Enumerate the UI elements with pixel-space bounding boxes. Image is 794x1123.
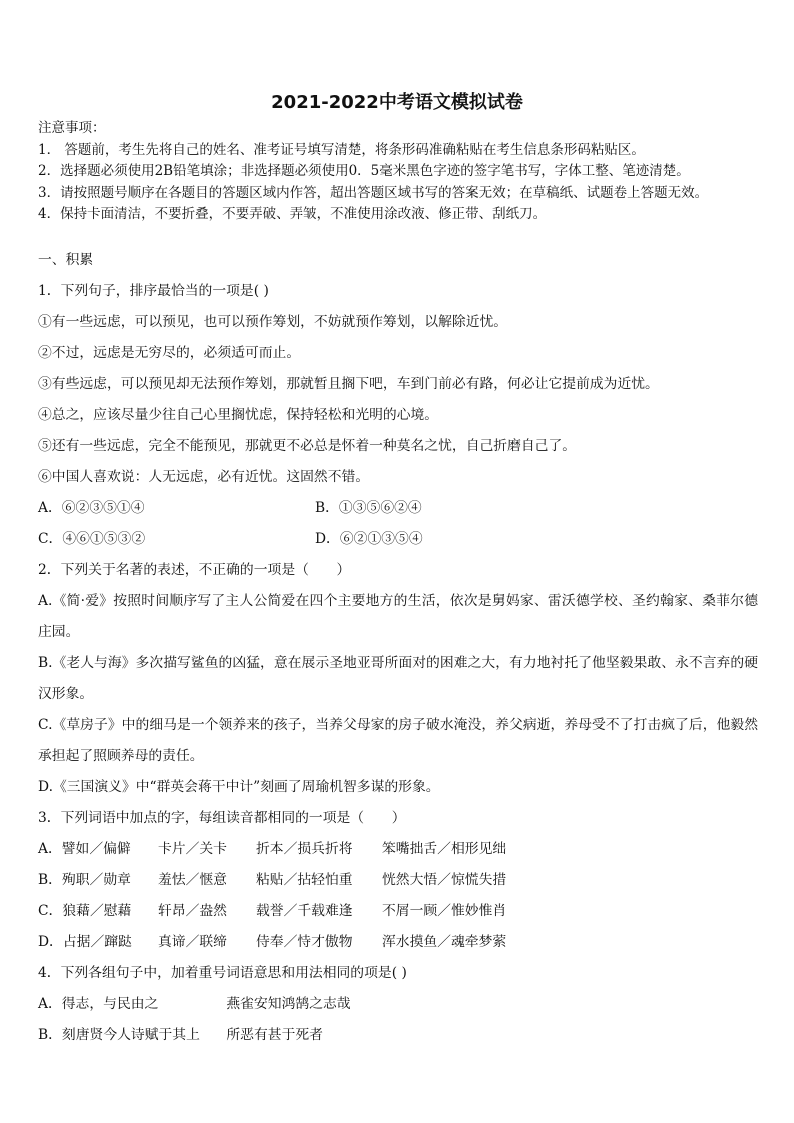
page-title: 2021-2022中考语文模拟试卷 [271,92,523,113]
q3-word: 折本／损兵折将 [256,841,353,857]
q3-option-row [38,896,758,927]
q1-sentence: ⑤还有一些远虑，完全不能预见，那就更不必总是怀着一种莫名之忧，自己折磨自己了。 [38,438,577,454]
q4-sentence: A．得志，与民由之 [38,996,159,1012]
q4-sentence: 所恶有甚于死者 [226,1027,323,1043]
q1-sentence: ③有些远虑，可以预见却无法预作筹划，那就暂且搁下吧，车到门前必有路，何必让它提前成为近忧。 [38,376,659,392]
q3-option-row [38,927,758,958]
q3-word: 粘贴／拈轻怕重 [256,872,353,888]
q4-option-row [38,1020,758,1051]
section-heading: 一、积累 [38,252,94,268]
q1-option-d: D．⑥②①③⑤④ [315,531,423,547]
notice-item: 1． 答题前，考生先将自己的姓名、准考证号填写清楚，将条形码准确粘贴在考生信息条形码粘贴区。 [38,141,645,158]
q1-options-row [38,524,758,555]
q2-option-d: D.《三国演义》中“群英会蒋干中计”刻画了周瑜机智多谋的形象。 [38,779,440,795]
q3-option-row [38,865,758,896]
question-body [38,245,758,1051]
q1-option-c: C．④⑥①⑤③② [38,531,146,547]
q1-stem: 1．下列句子，排序最恰当的一项是( ) [38,283,269,299]
q3-word: 浑水摸鱼／魂牵梦萦 [382,934,507,950]
q3-word: 载誉／千载难逢 [256,903,353,919]
q2-stem: 2．下列关于名著的表述，不正确的一项是（ ） [38,562,351,578]
q2-option-c: C.《草房子》中的细马是一个领养来的孩子，当养父母家的房子破水淹没，养父病逝，养母受不了打击疯了后，他毅然承担起了照顾养母的责任。 [38,717,758,764]
q3-word: 笨嘴拙舌／相形见绌 [382,841,507,857]
q4-sentence: B．刻唐贤今人诗赋于其上 [38,1027,200,1043]
q1-option-a: A．⑥②③⑤①④ [38,500,145,516]
q3-word: 恍然大悟／惊慌失措 [382,872,507,888]
notice-block [38,118,768,226]
q3-word: 羞怯／惬意 [158,872,227,888]
q3-word: 轩昂／盎然 [158,903,227,919]
q1-options-row [38,493,758,524]
q4-sentence: 燕雀安知鸿鹄之志哉 [226,996,351,1012]
notice-item: 2．选择题必须使用2B铅笔填涂；非选择题必须使用0．5毫米黑色字迹的签字笔书写，字体工整、笔迹清楚。 [38,163,690,179]
q1-sentence: ⑥中国人喜欢说：人无远虑，必有近忧。这固然不错。 [38,469,370,485]
q3-word: 不屑一顾／惟妙惟肖 [382,903,507,919]
notice-item: 3．请按照题号顺序在各题目的答题区域内作答，超出答题区域书写的答案无效；在草稿纸、试题卷上答题无效。 [38,184,709,201]
q1-sentence: ①有一些远虑，可以预见，也可以预作筹划，不妨就预作筹划，以解除近忧。 [38,314,508,330]
q3-word: B．殉职／勋章 [38,872,131,888]
q1-sentence: ④总之，应该尽量少往自己心里搁忧虑，保持轻松和光明的心境。 [38,407,439,423]
q3-option-row [38,834,758,865]
q4-option-row [38,989,758,1020]
q4-stem: 4．下列各组句子中，加着重号词语意思和用法相同的项是( ) [38,965,407,981]
q2-option-b: B.《老人与海》多次描写鲨鱼的凶猛，意在展示圣地亚哥所面对的困难之大，有力地衬托了他坚毅果敢、永不言弃的硬汉形象。 [38,655,758,702]
q3-word: C．狼藉／慰藉 [38,903,132,919]
q3-word: D．占据／蹿跶 [38,934,132,950]
q1-sentence: ②不过，远虑是无穷尽的，必须适可而止。 [38,345,301,361]
q3-stem: 3．下列词语中加点的字，每组读音都相同的一项是（ ） [38,810,406,826]
notice-heading: 注意事项： [38,120,106,136]
q3-word: A．譬如／偏僻 [38,841,131,857]
q3-word: 真谛／联缔 [158,934,227,950]
q3-word: 卡片／关卡 [158,841,227,857]
q3-word: 侍奉／恃才傲物 [256,934,353,950]
q2-option-a: A.《简·爱》按照时间顺序写了主人公简爱在四个主要地方的生活，依次是舅妈家、雷沃德学校、圣约翰家、桑菲尔德庄园。 [38,593,758,640]
notice-item: 4．保持卡面清洁，不要折叠，不要弄破、弄皱，不准使用涂改液、修正带、刮纸刀。 [38,206,547,222]
q1-option-b: B．①③⑤⑥②④ [315,500,422,516]
